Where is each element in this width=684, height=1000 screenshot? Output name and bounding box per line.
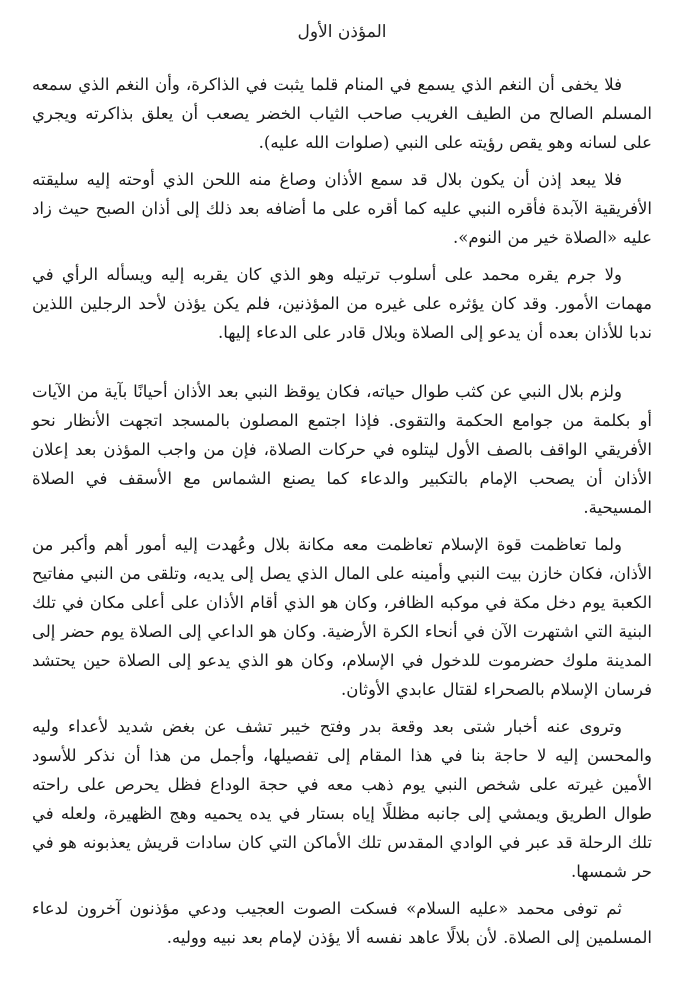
body-text [32,70,652,960]
paragraph: فلا يخفى أن النغم الذي يسمع في المنام قلما يثبت في الذاكرة، وأن النغم الذي سمعه المسلم الصالح من الطيف الغريب صاحب الثياب الخضر يصعب أن يعلق بذاكرته ويجري على لسانه وهو يقص رؤيته على النبي (صلوات الله عليه). [32,75,652,152]
paragraph: ولما تعاظمت قوة الإسلام تعاظمت معه مكانة بلال وعُهدت إليه أمور أهم وأكبر من الأذان، فكان خازن بيت النبي وأمينه على المال الذي يصل إلى يديه، وتلقى من النبي مفاتيح الكعبة يوم دخل مكة في موكبه الظافر، وكان هو الذي أقام الأذان على أعلى مكان في تلك البنية التي اشتهرت الآن في أنحاء الكرة الأرضية. وكان هو الداعي إلى الصلاة يوم حضر إلى المدينة ملوك حضرموت للدخول في الإسلام، وكان هو الذي يدعو إلى الصلاة حين يحتشد فرسان الإسلام بالصحراء لقتال عابدي الأوثان. [32,535,652,699]
paragraph: ولزم بلال النبي عن كثب طوال حياته، فكان يوقظ النبي بعد الأذان أحيانًا بآية من الآيات أو بكلمة من جوامع الحكمة والتقوى. فإذا اجتمع المصلون بالمسجد اتجهت الأنظار نحو الأفريقي الواقف بالصف الأول ليتلوه في حركات الصلاة، فإن من واجب المؤذن بعد إعلان الأذان أن يصحب الإمام بالتكبير والدعاء كما يصنع الشماس مع الأسقف في الصلاة المسيحية. [32,382,652,517]
paragraph: فلا يبعد إذن أن يكون بلال قد سمع الأذان وصاغ منه اللحن الذي أوحته إليه سليقته الأفريقية الآبدة فأقره النبي عليه كما أقره على ما أضافه بعد ذلك إلى أذان الصبح حيث زاد عليه «الصلاة خير من النوم». [32,170,652,247]
paragraph: وتروى عنه أخبار شتى بعد وقعة بدر وفتح خيبر تشف عن بغض شديد لأعداء وليه والمحسن إليه لا حاجة بنا في هذا المقام إلى تفصيلها، وأجمل من هذا أن نذكر للأسود الأمين غيرته على شخص النبي يوم ذهب معه في حجة الوداع فظل يحرص على راحته طوال الطريق ويمشي إلى جانبه مظللًا إياه بستار في يده يحميه وهج الظهيرة، ولعله في تلك الرحلة قد عبر في الوادي المقدس تلك الأماكن التي كان سادات قريش يعذبونه هو في حر شمسها. [32,717,652,881]
running-header: المؤذن الأول [297,22,387,42]
paragraph: ولا جرم يقره محمد على أسلوب ترتيله وهو الذي كان يقربه إليه ويسأله الرأي في مهمات الأمور. وقد كان يؤثره على غيره من المؤذنين، فلم يكن يؤذن لأحد الرجلين اللذين ندبا للأذان بعده أن يدعو إلى الصلاة وبلال قادر على الدعاء إليها. [32,265,652,342]
paragraph: ثم توفى محمد «عليه السلام» فسكت الصوت العجيب ودعي مؤذنون آخرون لدعاء المسلمين إلى الصلاة. لأن بلالًا عاهد نفسه ألا يؤذن لإمام بعد نبيه ووليه. [32,899,652,947]
